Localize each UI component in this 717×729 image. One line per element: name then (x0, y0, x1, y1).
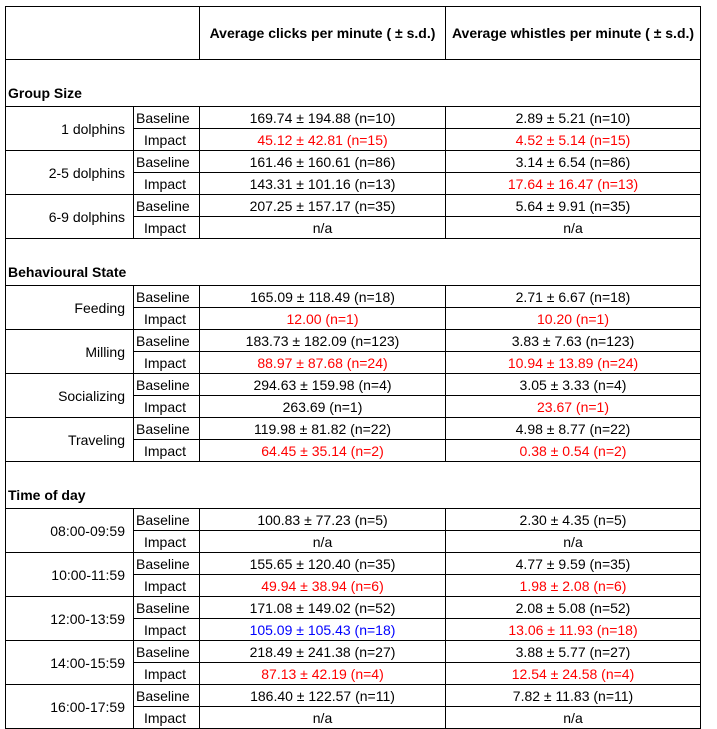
condition-label: Impact (134, 396, 200, 418)
table-row (6, 685, 701, 707)
table-row (6, 597, 701, 619)
group-label: 2-5 dolphins (6, 151, 134, 195)
table-row (6, 195, 701, 217)
section-spacer (6, 60, 701, 87)
condition-label: Impact (134, 663, 200, 685)
header-row (6, 7, 701, 60)
clicks-value: n/a (200, 531, 446, 553)
whistles-value: 10.94 ± 13.89 (n=24) (446, 352, 701, 374)
clicks-value: 263.69 (n=1) (200, 396, 446, 418)
section-title-row (6, 86, 701, 107)
whistles-value: 12.54 ± 24.58 (n=4) (446, 663, 701, 685)
clicks-value: 143.31 ± 101.16 (n=13) (200, 173, 446, 195)
table-row (6, 553, 701, 575)
table-row (6, 107, 701, 129)
condition-label: Baseline (134, 195, 200, 217)
whistles-value: 3.83 ± 7.63 (n=123) (446, 330, 701, 352)
condition-label: Baseline (134, 685, 200, 707)
condition-label: Baseline (134, 107, 200, 129)
condition-label: Impact (134, 531, 200, 553)
group-label: 08:00-09:59 (6, 509, 134, 553)
whistles-value: 5.64 ± 9.91 (n=35) (446, 195, 701, 217)
whistles-value: 10.20 (n=1) (446, 308, 701, 330)
clicks-value: 100.83 ± 77.23 (n=5) (200, 509, 446, 531)
clicks-value: 161.46 ± 160.61 (n=86) (200, 151, 446, 173)
table-row (6, 286, 701, 308)
whistles-value: 1.98 ± 2.08 (n=6) (446, 575, 701, 597)
condition-label: Impact (134, 308, 200, 330)
section-spacer (6, 462, 701, 489)
clicks-value: 169.74 ± 194.88 (n=10) (200, 107, 446, 129)
group-label: 12:00-13:59 (6, 597, 134, 641)
table-row (6, 330, 701, 352)
condition-label: Baseline (134, 418, 200, 440)
group-label: Traveling (6, 418, 134, 462)
group-label: 1 dolphins (6, 107, 134, 151)
condition-label: Baseline (134, 151, 200, 173)
whistles-value: 3.14 ± 6.54 (n=86) (446, 151, 701, 173)
section-title: Time of day (6, 488, 701, 509)
clicks-value: 64.45 ± 35.14 (n=2) (200, 440, 446, 462)
table-row (6, 509, 701, 531)
header-corner-cell (6, 7, 200, 60)
clicks-value: 45.12 ± 42.81 (n=15) (200, 129, 446, 151)
group-label: 6-9 dolphins (6, 195, 134, 239)
clicks-value: 186.40 ± 122.57 (n=11) (200, 685, 446, 707)
group-label: 16:00-17:59 (6, 685, 134, 729)
table-row (6, 151, 701, 173)
whistles-value: 4.77 ± 9.59 (n=35) (446, 553, 701, 575)
whistles-value: 2.30 ± 4.35 (n=5) (446, 509, 701, 531)
whistles-value: n/a (446, 531, 701, 553)
clicks-value: 12.00 (n=1) (200, 308, 446, 330)
section-spacer-cell (6, 239, 701, 266)
table-row (6, 641, 701, 663)
section-title-row (6, 265, 701, 286)
section-title: Behavioural State (6, 265, 701, 286)
clicks-value: n/a (200, 707, 446, 729)
whistles-value: 4.52 ± 5.14 (n=15) (446, 129, 701, 151)
condition-label: Baseline (134, 553, 200, 575)
whistles-value: n/a (446, 217, 701, 239)
clicks-value: 87.13 ± 42.19 (n=4) (200, 663, 446, 685)
section-spacer (6, 239, 701, 266)
condition-label: Baseline (134, 509, 200, 531)
condition-label: Baseline (134, 374, 200, 396)
whistles-value: 7.82 ± 11.83 (n=11) (446, 685, 701, 707)
table-row (6, 418, 701, 440)
section-title: Group Size (6, 86, 701, 107)
condition-label: Baseline (134, 641, 200, 663)
section-spacer-cell (6, 462, 701, 489)
condition-label: Impact (134, 707, 200, 729)
clicks-value: 165.09 ± 118.49 (n=18) (200, 286, 446, 308)
header-clicks: Average clicks per minute ( ± s.d.) (200, 7, 446, 60)
clicks-value: 155.65 ± 120.40 (n=35) (200, 553, 446, 575)
table-row (6, 374, 701, 396)
whistles-value: 3.88 ± 5.77 (n=27) (446, 641, 701, 663)
whistles-value: 17.64 ± 16.47 (n=13) (446, 173, 701, 195)
results-table (5, 6, 701, 729)
whistles-value: 13.06 ± 11.93 (n=18) (446, 619, 701, 641)
section-title-row (6, 488, 701, 509)
clicks-value: 183.73 ± 182.09 (n=123) (200, 330, 446, 352)
section-spacer-cell (6, 60, 701, 87)
whistles-value: 4.98 ± 8.77 (n=22) (446, 418, 701, 440)
clicks-value: 49.94 ± 38.94 (n=6) (200, 575, 446, 597)
condition-label: Baseline (134, 330, 200, 352)
clicks-value: 105.09 ± 105.43 (n=18) (200, 619, 446, 641)
condition-label: Baseline (134, 286, 200, 308)
whistles-value: 2.89 ± 5.21 (n=10) (446, 107, 701, 129)
whistles-value: n/a (446, 707, 701, 729)
condition-label: Impact (134, 129, 200, 151)
condition-label: Impact (134, 352, 200, 374)
group-label: 14:00-15:59 (6, 641, 134, 685)
condition-label: Baseline (134, 597, 200, 619)
condition-label: Impact (134, 440, 200, 462)
group-label: Socializing (6, 374, 134, 418)
whistles-value: 2.08 ± 5.08 (n=52) (446, 597, 701, 619)
whistles-value: 23.67 (n=1) (446, 396, 701, 418)
clicks-value: n/a (200, 217, 446, 239)
clicks-value: 207.25 ± 157.17 (n=35) (200, 195, 446, 217)
whistles-value: 2.71 ± 6.67 (n=18) (446, 286, 701, 308)
condition-label: Impact (134, 619, 200, 641)
condition-label: Impact (134, 173, 200, 195)
group-label: 10:00-11:59 (6, 553, 134, 597)
group-label: Milling (6, 330, 134, 374)
condition-label: Impact (134, 575, 200, 597)
clicks-value: 171.08 ± 149.02 (n=52) (200, 597, 446, 619)
whistles-value: 0.38 ± 0.54 (n=2) (446, 440, 701, 462)
condition-label: Impact (134, 217, 200, 239)
clicks-value: 294.63 ± 159.98 (n=4) (200, 374, 446, 396)
header-whistles: Average whistles per minute ( ± s.d.) (446, 7, 701, 60)
group-label: Feeding (6, 286, 134, 330)
clicks-value: 218.49 ± 241.38 (n=27) (200, 641, 446, 663)
clicks-value: 88.97 ± 87.68 (n=24) (200, 352, 446, 374)
clicks-value: 119.98 ± 81.82 (n=22) (200, 418, 446, 440)
whistles-value: 3.05 ± 3.33 (n=4) (446, 374, 701, 396)
results-table-body (6, 7, 701, 729)
